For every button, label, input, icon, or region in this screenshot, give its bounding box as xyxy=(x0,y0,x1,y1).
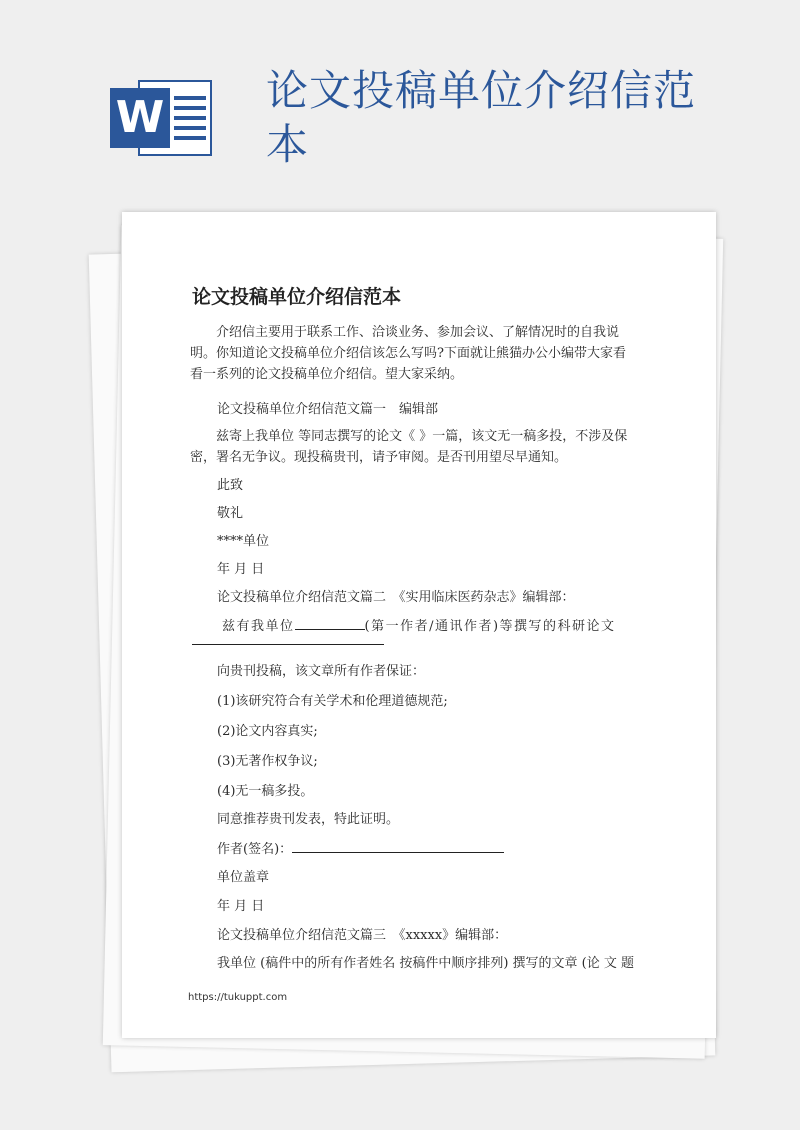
guarantee-item-4: (4)无一稿多投。 xyxy=(217,784,314,799)
section2-heading: 论文投稿单位介绍信范文篇二 《实用临床医药杂志》编辑部： xyxy=(217,590,575,605)
section2-date: 年 月 日 xyxy=(217,899,265,914)
section2-line1-a: 兹有我单位 xyxy=(222,619,295,634)
section1-unit: ****单位 xyxy=(217,534,270,549)
header-title: 论文投稿单位介绍信范本 xyxy=(266,66,697,169)
guarantee-item-3: (3)无著作权争议; xyxy=(217,754,318,769)
section2-line2: 向贵刊投稿，该文章所有作者保证： xyxy=(217,664,426,679)
section2-line1-b: (第一作者/通讯作者)等撰写的科研论文 xyxy=(364,619,616,634)
title-blank-line[interactable] xyxy=(192,644,384,645)
document-page xyxy=(122,212,716,1038)
author-signature-line xyxy=(217,838,504,857)
word-logo xyxy=(110,76,214,160)
document-title: 论文投稿单位介绍信范本 xyxy=(192,286,402,308)
author-signature-label: 作者(签名)： xyxy=(217,842,293,857)
intro-paragraph: 介绍信主要用于联系工作、洽谈业务、参加会议、了解情况时的自我说明。你知道论文投稿单位介绍信该怎么写吗?下面就让熊猫办公小编带大家看看一系列的论文投稿单位介绍信。望大家采纳。 xyxy=(190,325,626,382)
guarantee-item-1: (1)该研究符合有关学术和伦理道德规范; xyxy=(217,694,448,709)
unit-blank[interactable] xyxy=(295,617,365,630)
section1-date: 年 月 日 xyxy=(217,562,265,577)
guarantee-item-2: (2)论文内容真实; xyxy=(217,724,318,739)
signature-blank[interactable] xyxy=(292,840,504,853)
footer-url: https://tukuppt.com xyxy=(188,992,288,1003)
salutation-jingli: 敬礼 xyxy=(217,506,244,521)
section2-line1 xyxy=(222,615,616,634)
section3-body: 我单位 (稿件中的所有作者姓名 按稿件中顺序排列) 撰写的文章 (论 文 题 xyxy=(217,956,635,971)
section1-body: 兹寄上我单位 等同志撰写的论文《 》一篇，该文无一稿多投，不涉及保密，署名无争议。现投稿贵刊，请予审阅。是否刊用望尽早通知。 xyxy=(190,429,628,465)
section3-heading: 论文投稿单位介绍信范文篇三 《xxxxx》编辑部： xyxy=(217,928,508,943)
section1-heading: 论文投稿单位介绍信范文篇一 编辑部 xyxy=(217,402,439,417)
word-badge: W xyxy=(110,88,170,148)
unit-seal: 单位盖章 xyxy=(217,870,270,885)
salutation-cizhi: 此致 xyxy=(217,478,244,493)
recommend-line: 同意推荐贵刊发表，特此证明。 xyxy=(217,812,400,827)
